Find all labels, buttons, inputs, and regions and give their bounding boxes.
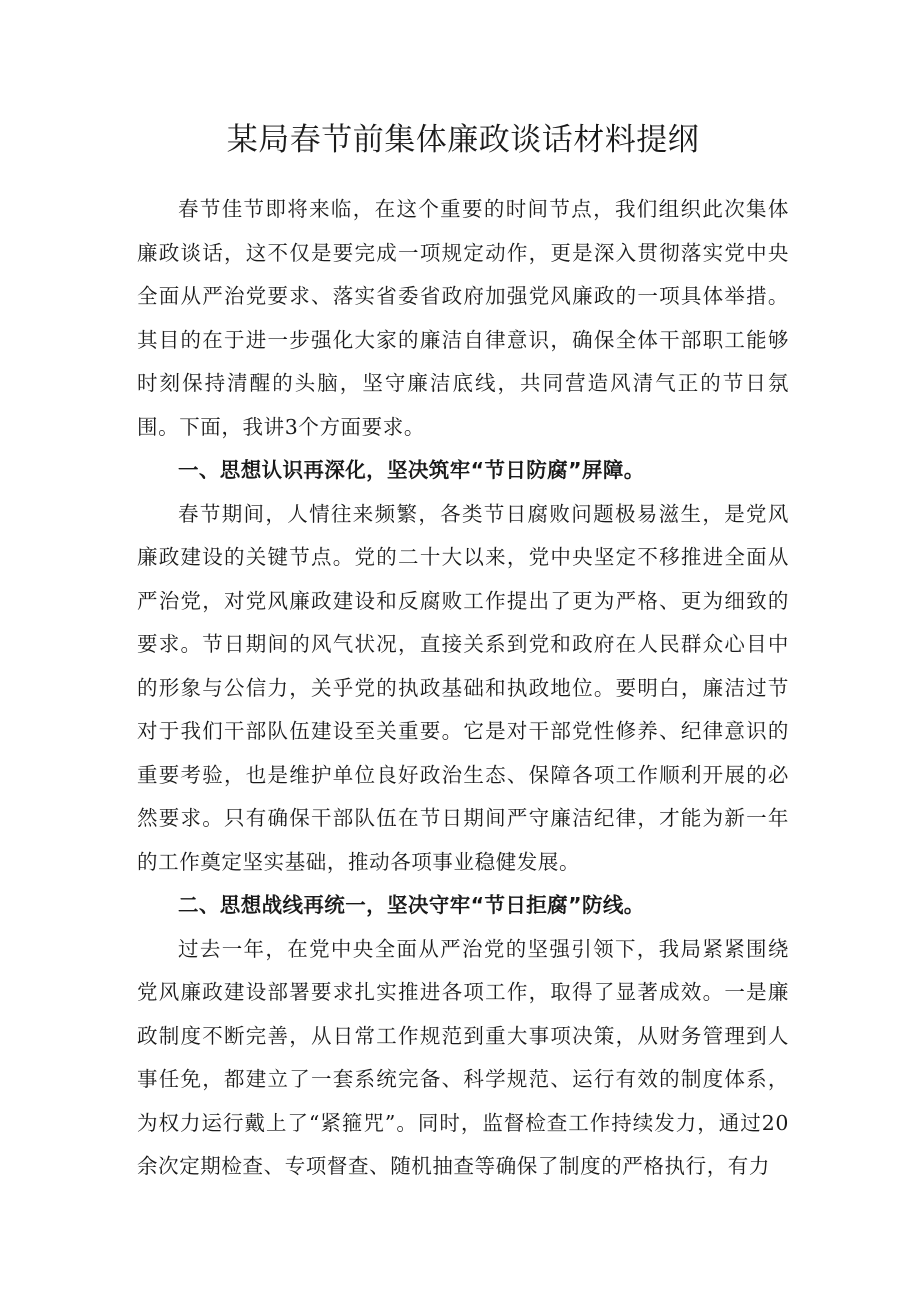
document-content [137,118,789,1189]
section-1-heading: 一、思想认识再深化，坚决筑牢“节日防腐”屏障。 [178,458,645,482]
intro-paragraph: 春节佳节即将来临，在这个重要的时间节点，我们组织此次集体廉政谈话，这不仅是要完成一项规定动作，更是深入贯彻落实党中央全面从严治党要求、落实省委省政府加强党风廉政的一项具体举措。其目的在于进一步强化大家的廉洁自律意识，确保全体干部职工能够时刻保持清醒的头脑，坚守廉洁底线，共同营造风清气正的节日氛围。下面，我讲3个方面要求。 [137,197,789,439]
section-2-body: 过去一年，在党中央全面从严治党的坚强引领下，我局紧紧围绕党风廉政建设部署要求扎实推进各项工作，取得了显著成效。一是廉政制度不断完善，从日常工作规范到重大事项决策，从财务管理到人事任免，都建立了一套系统完备、科学规范、运行有效的制度体系，为权力运行戴上了“紧箍咒”。同时，监督检查工作持续发力，通过20余次定期检查、专项督查、随机抽查等确保了制度的严格执行，有力 [137,936,789,1178]
section-2-heading: 二、思想战线再统一，坚决守牢“节日拒腐”防线。 [178,893,645,917]
section-1-body: 春节期间，人情往来频繁，各类节日腐败问题极易滋生，是党风廉政建设的关键节点。党的二十大以来，党中央坚定不移推进全面从严治党，对党风廉政建设和反腐败工作提出了更为严格、更为细致的要求。节日期间的风气状况，直接关系到党和政府在人民群众心目中的形象与公信力，关乎党的执政基础和执政地位。要明白，廉洁过节对于我们干部队伍建设至关重要。它是对干部党性修养、纪律意识的重要考验，也是维护单位良好政治生态、保障各项工作顺利开展的必然要求。只有确保干部队伍在节日期间严守廉洁纪律，才能为新一年的工作奠定坚实基础，推动各项事业稳健发展。 [137,501,789,874]
document-title: 某局春节前集体廉政谈话材料提纲 [226,122,700,158]
